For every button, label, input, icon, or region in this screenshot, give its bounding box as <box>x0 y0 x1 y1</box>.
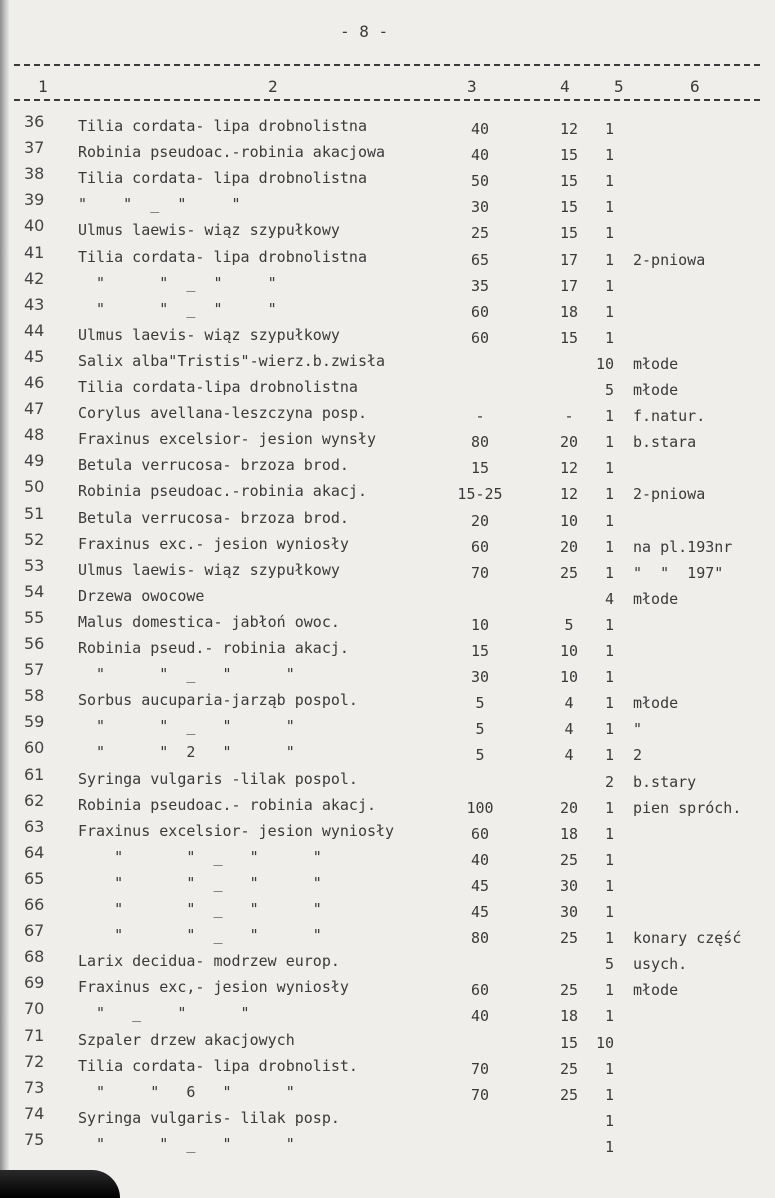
table-row <box>0 1130 775 1154</box>
count-value: 1 <box>604 1138 614 1156</box>
count-value: 4 <box>604 590 614 608</box>
count-value: 10 <box>595 355 614 373</box>
count-value: 10 <box>595 1034 614 1052</box>
count-value: 1 <box>604 929 614 947</box>
table-row <box>0 1104 775 1128</box>
height-value: 25 <box>559 1086 579 1104</box>
table-row <box>0 504 775 528</box>
count-value: 1 <box>604 877 614 895</box>
count-value: 1 <box>604 251 614 269</box>
row-number: 59 <box>24 712 45 731</box>
height-value: - <box>564 407 574 425</box>
species-name: Tilia cordata-lipa drobnolistna <box>78 378 358 396</box>
count-value: 1 <box>604 198 614 216</box>
row-number: 39 <box>24 190 45 209</box>
table-row <box>0 1052 775 1076</box>
species-name: Malus domestica- jabłoń owoc. <box>78 613 340 631</box>
species-name: " " 6 " " <box>78 1083 295 1101</box>
count-value: 1 <box>604 1112 614 1130</box>
diameter-value: 100 <box>466 799 494 817</box>
count-value: 1 <box>604 564 614 582</box>
species-name: " _ " " <box>78 1004 250 1022</box>
height-value: 10 <box>559 668 579 686</box>
row-number: 49 <box>24 451 45 470</box>
species-name: Salix alba"Tristis"-wierz.b.zwisła <box>78 352 386 370</box>
table-row <box>0 869 775 893</box>
height-value: 4 <box>564 746 574 764</box>
height-value: 10 <box>559 642 579 660</box>
count-value: 1 <box>604 642 614 660</box>
remarks: młode <box>633 694 679 712</box>
height-value: 25 <box>559 851 579 869</box>
remarks: młode <box>633 981 679 999</box>
count-value: 1 <box>604 512 614 530</box>
height-value: 18 <box>559 303 579 321</box>
species-name: " " _ " " <box>78 300 277 318</box>
remarks: na pl.193nr <box>633 538 733 556</box>
table-row <box>0 843 775 867</box>
count-value: 1 <box>604 538 614 556</box>
diameter-value: 50 <box>470 172 490 190</box>
count-value: 1 <box>604 1007 614 1025</box>
height-value: 4 <box>564 720 574 738</box>
height-value: 4 <box>564 694 574 712</box>
height-value: 17 <box>559 277 579 295</box>
species-name: " " _ " " <box>78 900 322 918</box>
table-row <box>0 660 775 684</box>
table-row <box>0 321 775 345</box>
count-value: 1 <box>604 694 614 712</box>
height-value: 15 <box>559 224 579 242</box>
row-number: 72 <box>24 1052 45 1071</box>
diameter-value: 40 <box>470 1007 490 1025</box>
species-name: Robinia pseud.- robinia akacj. <box>78 639 349 657</box>
diameter-value: 40 <box>470 146 490 164</box>
count-value: 1 <box>604 485 614 503</box>
remarks: f.natur. <box>633 407 706 425</box>
row-number: 69 <box>24 973 45 992</box>
row-number: 57 <box>24 660 45 679</box>
diameter-value: 60 <box>470 825 490 843</box>
height-value: 25 <box>559 564 579 582</box>
diameter-value: 5 <box>475 746 485 764</box>
species-name: " " _ " " <box>78 874 322 892</box>
remarks: konary część <box>633 929 742 947</box>
row-number: 62 <box>24 791 45 810</box>
height-value: 17 <box>559 251 579 269</box>
row-number: 44 <box>24 321 45 340</box>
remarks: b.stara <box>633 433 697 451</box>
table-row <box>0 556 775 580</box>
row-number: 67 <box>24 921 45 940</box>
species-name: " " _ " " <box>78 1135 295 1153</box>
row-number: 48 <box>24 425 45 444</box>
count-value: 1 <box>604 433 614 451</box>
table-row <box>0 973 775 997</box>
species-name: Robinia pseudoac.-robinia akacj. <box>78 482 367 500</box>
height-value: 5 <box>564 616 574 634</box>
count-value: 1 <box>604 903 614 921</box>
row-number: 47 <box>24 399 45 418</box>
column-header-5: 5 <box>614 77 624 96</box>
height-value: 15 <box>559 329 579 347</box>
species-name: Robinia pseudoac.-robinia akacjowa <box>78 143 386 161</box>
height-value: 15 <box>559 1034 579 1052</box>
row-number: 65 <box>24 869 45 888</box>
count-value: 1 <box>604 172 614 190</box>
count-value: 1 <box>604 303 614 321</box>
diameter-value: 65 <box>470 251 490 269</box>
row-number: 60 <box>24 738 45 757</box>
diameter-value: 35 <box>470 277 490 295</box>
diameter-value: 30 <box>470 198 490 216</box>
row-number: 46 <box>24 373 45 392</box>
species-name: Robinia pseudoac.- robinia akacj. <box>78 796 377 814</box>
remarks: 2 <box>633 746 643 764</box>
diameter-value: 5 <box>475 720 485 738</box>
height-value: 15 <box>559 198 579 216</box>
scan-shadow <box>0 1170 120 1198</box>
species-name: Fraxinus exc,- jesion wyniosły <box>78 978 349 996</box>
table-row <box>0 712 775 736</box>
species-name: " " _ " " <box>78 274 277 292</box>
table-row <box>0 216 775 240</box>
table-row <box>0 269 775 293</box>
diameter-value: 70 <box>470 1086 490 1104</box>
species-name: Fraxinus exc.- jesion wyniosły <box>78 535 349 553</box>
row-number: 43 <box>24 295 45 314</box>
species-name: " " _ " " <box>78 665 295 683</box>
diameter-value: 15 <box>470 642 490 660</box>
species-name: Fraxinus excelsior- jesion wynsły <box>78 430 377 448</box>
height-value: 20 <box>559 433 579 451</box>
diameter-value: 15-25 <box>457 485 503 503</box>
table-row <box>0 530 775 554</box>
row-number: 68 <box>24 947 45 966</box>
remarks: 2-pniowa <box>633 485 706 503</box>
table-row <box>0 686 775 710</box>
remarks: młode <box>633 381 679 399</box>
species-name: Tilia cordata- lipa drobnolistna <box>78 169 367 187</box>
row-number: 63 <box>24 817 45 836</box>
table-row <box>0 765 775 789</box>
row-number: 40 <box>24 216 45 235</box>
diameter-value: 5 <box>475 694 485 712</box>
row-number: 64 <box>24 843 45 862</box>
column-header-1: 1 <box>38 77 48 96</box>
species-name: Ulmus laevis- wiąz szypułkowy <box>78 326 340 344</box>
height-value: 15 <box>559 146 579 164</box>
count-value: 1 <box>604 1060 614 1078</box>
count-value: 2 <box>604 773 614 791</box>
diameter-value: 20 <box>470 512 490 530</box>
count-value: 1 <box>604 329 614 347</box>
height-value: 18 <box>559 825 579 843</box>
remarks: " " 197" <box>633 564 724 582</box>
species-name: Betula verrucosa- brzoza brod. <box>78 456 349 474</box>
remarks: 2-pniowa <box>633 251 706 269</box>
diameter-value: - <box>475 407 485 425</box>
height-value: 25 <box>559 981 579 999</box>
diameter-value: 70 <box>470 564 490 582</box>
diameter-value: 15 <box>470 459 490 477</box>
diameter-value: 60 <box>470 981 490 999</box>
height-value: 20 <box>559 799 579 817</box>
table-row <box>0 608 775 632</box>
species-name: " " _ " " <box>78 848 322 866</box>
row-number: 75 <box>24 1130 45 1149</box>
row-number: 42 <box>24 269 45 288</box>
table-row <box>0 164 775 188</box>
count-value: 1 <box>604 224 614 242</box>
species-name: Syringa vulgaris- lilak posp. <box>78 1109 340 1127</box>
table-top-rule <box>14 64 760 66</box>
count-value: 1 <box>604 799 614 817</box>
column-header-4: 4 <box>560 77 570 96</box>
species-name: Tilia cordata- lipa drobnolist. <box>78 1057 358 1075</box>
species-name: " " _ " " <box>78 926 322 944</box>
count-value: 1 <box>604 1086 614 1104</box>
column-header-2: 2 <box>268 77 278 96</box>
row-number: 52 <box>24 530 45 549</box>
count-value: 1 <box>604 407 614 425</box>
diameter-value: 10 <box>470 616 490 634</box>
table-row <box>0 895 775 919</box>
count-value: 1 <box>604 277 614 295</box>
table-row <box>0 921 775 945</box>
row-number: 74 <box>24 1104 45 1123</box>
remarks: młode <box>633 355 679 373</box>
height-value: 25 <box>559 1060 579 1078</box>
diameter-value: 60 <box>470 303 490 321</box>
table-row <box>0 582 775 606</box>
row-number: 51 <box>24 504 45 523</box>
height-value: 20 <box>559 538 579 556</box>
table-row <box>0 947 775 971</box>
diameter-value: 60 <box>470 329 490 347</box>
table-row <box>0 243 775 267</box>
table-row <box>0 817 775 841</box>
species-name: Fraxinus excelsior- jesion wyniosły <box>78 822 395 840</box>
diameter-value: 80 <box>470 929 490 947</box>
table-row <box>0 373 775 397</box>
count-value: 1 <box>604 851 614 869</box>
species-name: Drzewa owocowe <box>78 587 205 605</box>
row-number: 73 <box>24 1078 45 1097</box>
table-row <box>0 112 775 136</box>
height-value: 25 <box>559 929 579 947</box>
count-value: 5 <box>604 955 614 973</box>
count-value: 1 <box>604 120 614 138</box>
remarks: młode <box>633 590 679 608</box>
row-number: 70 <box>24 999 45 1018</box>
table-row <box>0 999 775 1023</box>
table-row <box>0 451 775 475</box>
row-number: 54 <box>24 582 45 601</box>
species-name: Sorbus aucuparia-jarząb pospol. <box>78 691 358 709</box>
species-name: Ulmus laewis- wiąz szypułkowy <box>78 561 340 579</box>
species-name: Syringa vulgaris -lilak pospol. <box>78 770 358 788</box>
diameter-value: 70 <box>470 1060 490 1078</box>
count-value: 1 <box>604 720 614 738</box>
height-value: 10 <box>559 512 579 530</box>
species-name: Szpaler drzew akacjowych <box>78 1031 295 1049</box>
diameter-value: 80 <box>470 433 490 451</box>
remarks: " <box>633 720 643 738</box>
diameter-value: 45 <box>470 903 490 921</box>
remarks: pien spróch. <box>633 799 742 817</box>
table-row <box>0 295 775 319</box>
table-row <box>0 477 775 501</box>
row-number: 38 <box>24 164 45 183</box>
count-value: 1 <box>604 616 614 634</box>
table-row <box>0 1078 775 1102</box>
row-number: 53 <box>24 556 45 575</box>
row-number: 45 <box>24 347 45 366</box>
row-number: 41 <box>24 243 45 262</box>
species-name: Tilia cordata- lipa drobnolistna <box>78 248 367 266</box>
height-value: 12 <box>559 459 579 477</box>
count-value: 1 <box>604 746 614 764</box>
row-number: 66 <box>24 895 45 914</box>
height-value: 18 <box>559 1007 579 1025</box>
table-row <box>0 425 775 449</box>
table-row <box>0 791 775 815</box>
species-name: Larix decidua- modrzew europ. <box>78 952 340 970</box>
remarks: usych. <box>633 955 688 973</box>
diameter-value: 25 <box>470 224 490 242</box>
species-name: " " _ " " <box>78 717 295 735</box>
height-value: 15 <box>559 172 579 190</box>
column-header-6: 6 <box>690 77 700 96</box>
row-number: 36 <box>24 112 45 131</box>
table-row <box>0 1026 775 1050</box>
row-number: 56 <box>24 634 45 653</box>
remarks: b.stary <box>633 773 697 791</box>
species-name: " " _ " " <box>78 195 241 213</box>
diameter-value: 45 <box>470 877 490 895</box>
species-name: Corylus avellana-leszczyna posp. <box>78 404 367 422</box>
diameter-value: 40 <box>470 851 490 869</box>
table-row <box>0 347 775 371</box>
count-value: 1 <box>604 459 614 477</box>
diameter-value: 60 <box>470 538 490 556</box>
height-value: 12 <box>559 120 579 138</box>
count-value: 1 <box>604 981 614 999</box>
count-value: 5 <box>604 381 614 399</box>
row-number: 37 <box>24 138 45 157</box>
table-row <box>0 634 775 658</box>
diameter-value: 40 <box>470 120 490 138</box>
diameter-value: 30 <box>470 668 490 686</box>
count-value: 1 <box>604 668 614 686</box>
column-header-3: 3 <box>467 77 477 96</box>
count-value: 1 <box>604 146 614 164</box>
table-row <box>0 738 775 762</box>
table-row <box>0 399 775 423</box>
table-row <box>0 190 775 214</box>
header-rule <box>14 99 760 101</box>
height-value: 30 <box>559 903 579 921</box>
row-number: 71 <box>24 1026 45 1045</box>
table-row <box>0 138 775 162</box>
row-number: 50 <box>24 477 45 496</box>
row-number: 58 <box>24 686 45 705</box>
species-name: Ulmus laewis- wiąz szypułkowy <box>78 221 340 239</box>
height-value: 12 <box>559 485 579 503</box>
count-value: 1 <box>604 825 614 843</box>
row-number: 55 <box>24 608 45 627</box>
species-name: " " 2 " " <box>78 743 295 761</box>
height-value: 30 <box>559 877 579 895</box>
row-number: 61 <box>24 765 45 784</box>
page-number: - 8 - <box>340 22 389 41</box>
species-name: Tilia cordata- lipa drobnolistna <box>78 117 367 135</box>
species-name: Betula verrucosa- brzoza brod. <box>78 509 349 527</box>
